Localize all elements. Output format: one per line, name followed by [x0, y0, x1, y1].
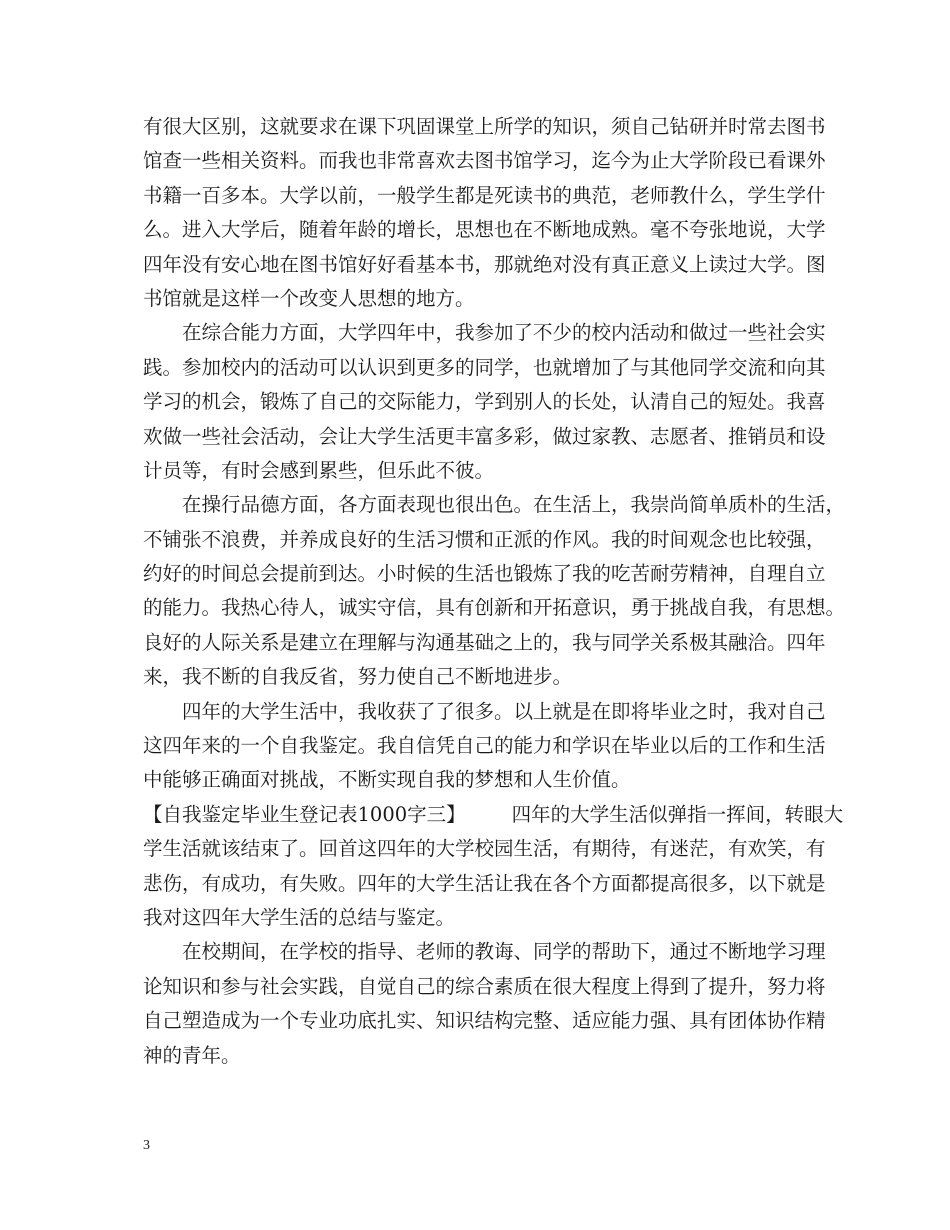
text-line: 在综合能力方面，大学四年中，我参加了不少的校内活动和做过一些社会实 [182, 321, 826, 345]
text-line: 自己塑造成为一个专业功底扎实、知识结构完整、适应能力强、具有团体协作精 [143, 1009, 826, 1033]
text-line: 这四年来的一个自我鉴定。我自信凭自己的能力和学识在毕业以后的工作和生活 [143, 734, 826, 758]
text-line: 书馆就是这样一个改变人思想的地方。 [143, 286, 475, 310]
text-line: 论知识和参与社会实践，自觉自己的综合素质在很大程度上得到了提升，努力将 [143, 974, 826, 998]
page-number: 3 [143, 1138, 150, 1153]
document-body [143, 110, 846, 1073]
text-line: 神的青年。 [143, 1043, 241, 1067]
text-line: 的能力。我热心待人，诚实守信，具有创新和开拓意识，勇于挑战自我，有思想。 [143, 596, 846, 620]
text-line: 书籍一百多本。大学以前，一般学生都是死读书的典范，老师教什么，学生学什 [143, 183, 826, 207]
text-fragment: 四年的大学生活似弹指一挥间，转眼大 [511, 802, 844, 826]
text-line: 四年的大学生活中，我收获了了很多。以上就是在即将毕业之时，我对自己 [182, 699, 826, 723]
text-line: 来，我不断的自我反省，努力使自己不断地进步。 [143, 665, 573, 689]
section-heading: 【自我鉴定毕业生登记表1000字三】 [143, 802, 466, 826]
text-line: 悲伤，有成功，有失败。四年的大学生活让我在各个方面都提高很多，以下就是 [143, 871, 826, 895]
text-line: 么。进入大学后，随着年龄的增长，思想也在不断地成熟。毫不夸张地说，大学 [143, 218, 826, 242]
text-line: 良好的人际关系是建立在理解与沟通基础之上的，我与同学关系极其融洽。四年 [143, 630, 826, 654]
text-line: 计员等，有时会感到累些，但乐此不彼。 [143, 458, 495, 482]
text-line: 学习的机会，锻炼了自己的交际能力，学到别人的长处，认清自己的短处。我喜 [143, 390, 826, 414]
text-line: 在校期间，在学校的指导、老师的教诲、同学的帮助下，通过不断地学习理 [182, 940, 826, 964]
text-line: 不铺张不浪费，并养成良好的生活习惯和正派的作风。我的时间观念也比较强， [143, 527, 826, 551]
text-line: 馆查一些相关资料。而我也非常喜欢去图书馆学习，迄今为止大学阶段已看课外 [143, 149, 826, 173]
text-line: 中能够正确面对挑战，不断实现自我的梦想和人生价值。 [143, 768, 631, 792]
text-line: 欢做一些社会活动，会让大学生活更丰富多彩，做过家教、志愿者、推销员和设 [143, 424, 826, 448]
text-line: 践。参加校内的活动可以认识到更多的同学，也就增加了与其他同学交流和向其 [143, 355, 826, 379]
text-line: 约好的时间总会提前到达。小时候的生活也锻炼了我的吃苦耐劳精神，自理自立 [143, 562, 826, 586]
text-line: 在操行品德方面，各方面表现也很出色。在生活上，我崇尚简单质朴的生活， [182, 493, 846, 517]
text-line: 学生活就该结束了。回首这四年的大学校园生活，有期待，有迷茫，有欢笑，有 [143, 837, 826, 861]
text-line: 四年没有安心地在图书馆好好看基本书，那就绝对没有真正意义上读过大学。图 [143, 252, 826, 276]
text-line: 有很大区别，这就要求在课下巩固课堂上所学的知识，须自己钻研并时常去图书 [143, 115, 826, 138]
text-line: 我对这四年大学生活的总结与鉴定。 [143, 905, 456, 929]
section-heading-line [143, 798, 844, 832]
